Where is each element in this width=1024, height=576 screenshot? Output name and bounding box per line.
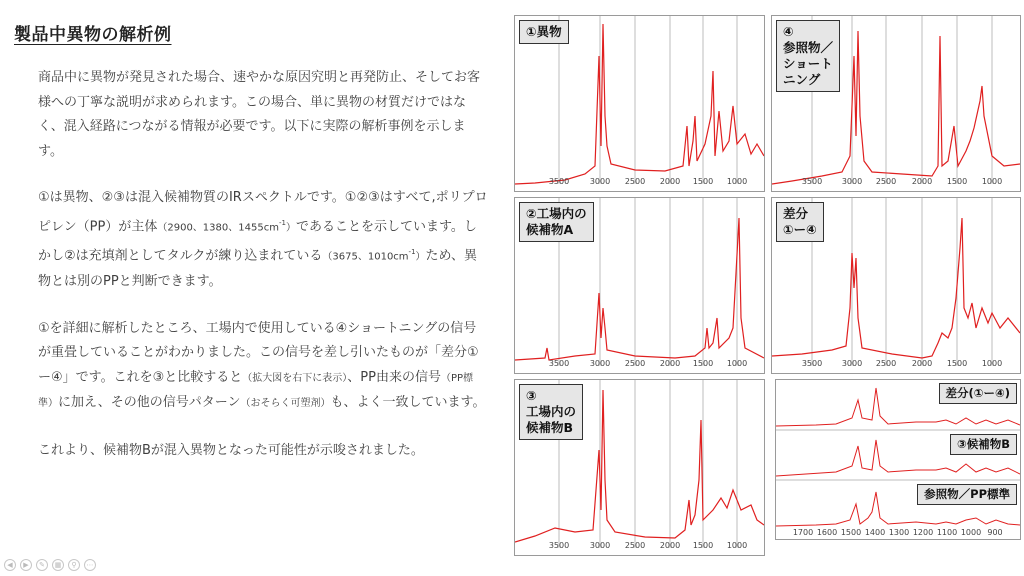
tick-label: 3000 [589,359,611,368]
paragraph-2 [38,186,488,295]
page-title: 製品中異物の解析例 [14,25,172,45]
tick-label: 1600 [816,528,838,537]
wavenumber-axis [515,541,764,553]
paragraph-3 [38,317,488,417]
zoom-wavenumber-axis [775,528,1021,540]
overlay-label-difference: 差分(①ー④) [939,383,1018,404]
tick-label: 1700 [792,528,814,537]
p2-close-2: ） [415,251,426,263]
tick-label: 2500 [624,359,646,368]
zoom-icon[interactable]: ⚲ [68,559,80,571]
overlay-label-candidate-b: ③候補物B [950,434,1017,455]
spectrum-panel-zoom-comparison [775,379,1021,540]
pen-icon[interactable]: ✎ [36,559,48,571]
p2-unit-sup-2: -1 [408,248,416,257]
tick-label: 1500 [840,528,862,537]
tick-label: 1500 [692,541,714,550]
tick-label: 1000 [960,528,982,537]
p2-wavenumbers-pp: （2900、1380、1455cm [157,221,279,233]
paragraph-1: 商品中に異物が発見された場合、速やかな原因究明と再発防止、そしてお客様への丁寧な説明が求められます。この場合、単に異物の材質だけではなく、混入経路につながる情報が必要です。以下に実際の解析事例を示します。 [38,70,481,159]
wavenumber-axis [515,177,764,189]
p3-text: ①を詳細に解析したところ、工場内で使用している④ショートニングの信号が重畳していることがわかりました。この信号を差し引いたものが「差分①ー④」です。これを③と比較すると [38,320,479,385]
panel-label-foreign-matter: ①異物 [519,20,569,44]
tick-label: 3000 [589,541,611,550]
tick-label: 2000 [659,541,681,550]
p3-text-3: に加え、その他の信号パターン [58,395,241,411]
spectrum-panel-shortening [771,15,1021,192]
spectrum-panel-candidate-b [514,379,765,556]
p3-text-2: 、PP由来の信号 [347,369,441,385]
p2-text-2: であることを示しています。しかし②は充填剤としてタルクが練り込まれている [38,218,477,264]
tick-label: 1300 [888,528,910,537]
tick-label: 3000 [841,177,863,186]
p2-wavenumbers-talc: （3675、1010cm [322,251,409,263]
tick-label: 1000 [726,359,748,368]
p2-close: ） [285,221,296,233]
p2-text: ①は異物、②③は混入候補物質のIRスペクトルです。①②③はすべて,ポリプロピレン（PP）が主体 [38,190,488,234]
panel-label-candidate-a: ②工場内の 候補物A [519,202,594,242]
tick-label: 1500 [692,359,714,368]
body-text [38,66,488,485]
p2-unit-sup: -1 [278,218,286,227]
p2-text-3: ため、異物とは別のPPと判断できます。 [38,248,478,290]
tick-label: 3500 [548,541,570,550]
overlay-label-pp-standard: 参照物／PP標準 [917,484,1017,505]
tick-label: 2000 [911,359,933,368]
tick-label: 1000 [981,177,1003,186]
panel-label-difference: 差分 ①ー④ [776,202,824,242]
spectrum-line [515,24,764,184]
tick-label: 2000 [911,177,933,186]
wavenumber-axis [772,177,1020,189]
p3-plasticizer-note: （おそらく可塑剤） [240,398,331,410]
p3-zoom-note: （拡大図を右下に表示） [242,372,348,384]
tick-label: 1500 [946,177,968,186]
spectrum-panel-difference [771,197,1021,374]
next-icon[interactable]: ▶ [20,559,32,571]
spectrum-panel-foreign-matter [514,15,765,192]
tick-label: 2000 [659,177,681,186]
tick-label: 1500 [946,359,968,368]
tick-label: 2500 [624,541,646,550]
panel-label-candidate-b: ③ 工場内の 候補物B [519,384,583,440]
slides-icon[interactable]: ▦ [52,559,64,571]
tick-label: 900 [987,528,1003,537]
tick-label: 1000 [726,177,748,186]
wavenumber-axis [515,359,764,371]
tick-label: 1000 [981,359,1003,368]
tick-label: 1200 [912,528,934,537]
prev-icon[interactable]: ◀ [4,559,16,571]
tick-label: 2500 [624,177,646,186]
tick-label: 3500 [801,177,823,186]
p3-text-4: も、よく一致しています。 [330,395,486,411]
tick-label: 3500 [548,359,570,368]
tick-label: 2500 [875,359,897,368]
tick-label: 3500 [801,359,823,368]
wavenumber-axis [772,359,1020,371]
tick-label: 2500 [875,177,897,186]
more-icon[interactable]: ⋯ [84,559,96,571]
tick-label: 2000 [659,359,681,368]
paragraph-4: これより、候補物Bが混入異物となった可能性が示唆されました。 [38,442,424,458]
tick-label: 1100 [936,528,958,537]
slideshow-controls [4,559,96,571]
tick-label: 3500 [548,177,570,186]
tick-label: 3000 [841,359,863,368]
tick-label: 3000 [589,177,611,186]
panel-label-shortening: ④ 参照物／ ショート ニング [776,20,840,92]
p3-pp-note: （PP標準） [38,372,474,410]
tick-label: 1500 [692,177,714,186]
spectrum-panel-candidate-a [514,197,765,374]
tick-label: 1000 [726,541,748,550]
tick-label: 1400 [864,528,886,537]
